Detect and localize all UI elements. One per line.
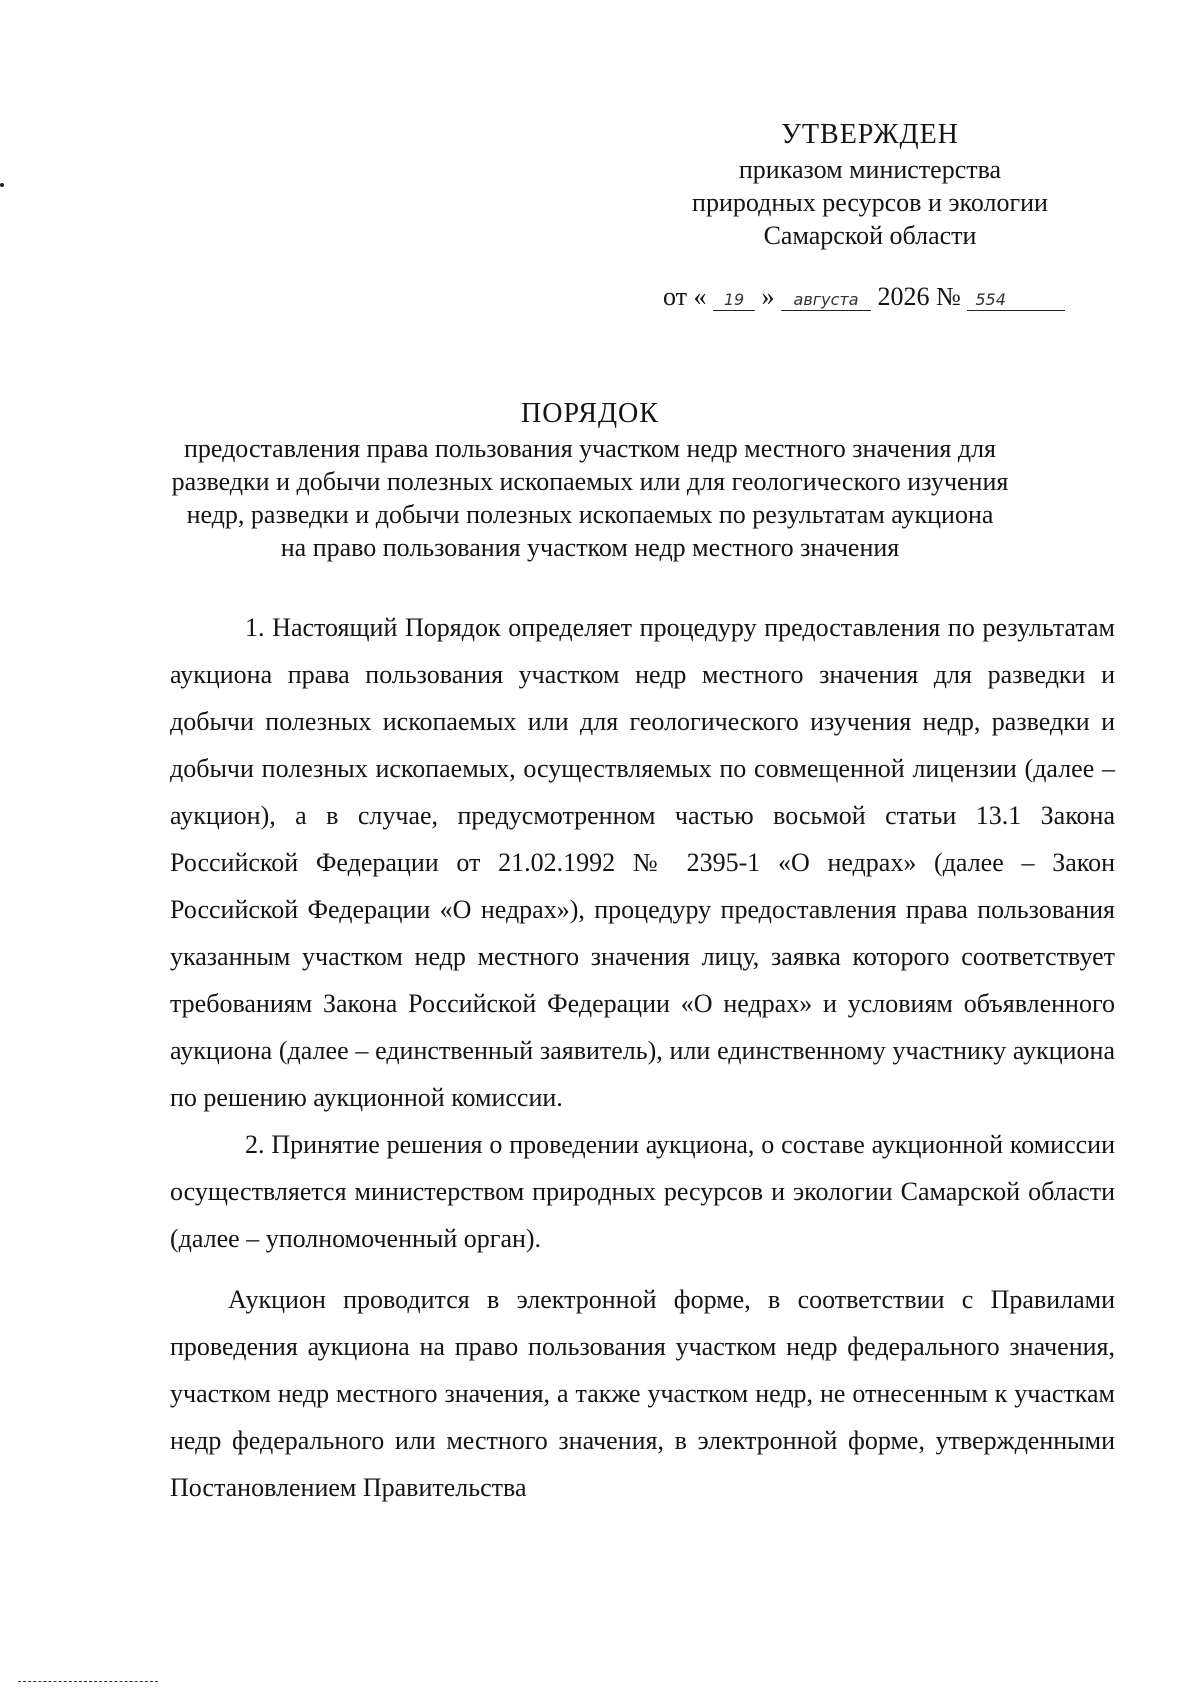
subtitle-line: разведки и добычи полезных ископаемых или для геологического изучения — [171, 467, 1009, 496]
subtitle-line: на право пользования участком недр местного значения — [280, 533, 900, 562]
subtitle-line: предоставления права пользования участком недр местного значения для — [183, 434, 997, 463]
paragraph-1: 1. Настоящий Порядок определяет процедуру предоставления по результатам аукциона права пользования участком недр местного значения для разведки и добычи полезных ископаемых или для геологического изучения недр, разведки и добычи полезных ископаемых, осуществляемых по совмещенной лицензии (далее – аукцион), а в случае, предусмотренном частью восьмой статьи 13.1 Закона Российской Федерации от 21.02.1992 № 2395-1 «О недрах» (далее – Закон Российской Федерации «О недрах»), процедуру предоставления права пользования указанным участком недр местного значения лицу, заявка которого соответствует требованиям Закона Российской Федерации «О недрах» и условиям объявленного аукциона (далее – единственный заявитель), или единственному участнику аукциона по решению аукционной комиссии. — [170, 613, 1115, 1112]
paragraph-3: Аукцион проводится в электронной форме, в соответствии с Правилами проведения аукциона на право пользования участком недр федерального значения, участком недр местного значения, а также участком недр, не отнесенным к участкам недр федерального или местного значения, в электронной форме, утвержденными Постановлением Правительства — [170, 1285, 1115, 1502]
document-body — [170, 604, 1115, 1511]
document-subtitle — [120, 432, 1060, 564]
date-month-handwritten: августа — [781, 290, 871, 311]
approval-line: приказом министерства — [738, 155, 1002, 184]
footer-rule — [18, 1681, 158, 1682]
approval-block — [660, 118, 1080, 252]
approval-line: природных ресурсов и экологии — [692, 188, 1048, 217]
order-number-handwritten: 554 — [967, 290, 1065, 311]
date-day-handwritten: 19 — [713, 290, 755, 311]
scan-mark — [0, 183, 4, 187]
date-prefix: от « — [663, 282, 707, 311]
order-number-label: № — [936, 282, 961, 311]
document-title: ПОРЯДОК — [521, 398, 659, 429]
approval-title: УТВЕРЖДЕН — [781, 119, 959, 150]
approval-line: Самарской области — [763, 221, 977, 250]
approval-date-line — [663, 282, 1083, 312]
subtitle-line: недр, разведки и добычи полезных ископаемых по результатам аукциона — [186, 500, 994, 529]
date-year: 2026 — [877, 282, 930, 311]
paragraph-2: 2. Принятие решения о проведении аукциона, о составе аукционной комиссии осуществляется министерством природных ресурсов и экологии Самарской области (далее – уполномоченный орган). — [170, 1130, 1115, 1253]
date-mid: » — [761, 282, 775, 311]
